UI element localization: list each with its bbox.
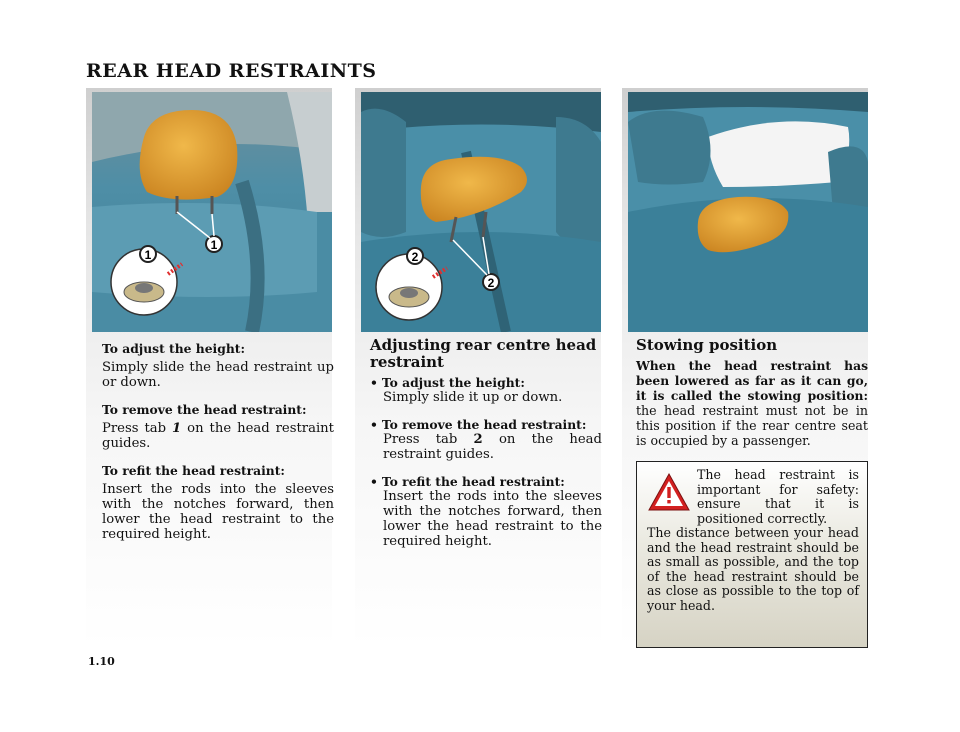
bullet-label: • To adjust the height: bbox=[370, 375, 602, 390]
bullet-body: Insert the rods into the sleeves with the notches forward, then lower the head restraint to the required height. bbox=[383, 489, 602, 549]
bullet-label: • To remove the head restraint: bbox=[370, 417, 602, 432]
heading-adjust-height: To adjust the height: bbox=[102, 341, 245, 356]
text-remove: Press tab 1 on the head restraint guides. bbox=[102, 421, 334, 451]
page-number: 1.10 bbox=[88, 655, 115, 668]
warning-text-first: The head restraint is important for safety: ensure that it is positioned correctly. bbox=[697, 467, 859, 526]
bullet-body: Press tab 2 on the head restraint guides. bbox=[383, 432, 602, 462]
heading-stowing: Stowing position bbox=[636, 336, 778, 354]
text-stowing: When the head restraint has been lowered as far as it can go, it is called the stowing position: the head restraint must not be in this position if the rear centre seat is occupied by a passenger. bbox=[636, 358, 868, 448]
callout-2b: 2 bbox=[487, 276, 495, 290]
bullet-body: Simply slide it up or down. bbox=[383, 390, 563, 405]
callout-1b: 1 bbox=[210, 238, 218, 252]
warning-text-second: The distance between your head and the head restraint should be as small as possible, and the top of the head restraint should be as close as possible to the top of your head. bbox=[647, 525, 859, 613]
bullet-label: • To refit the head restraint: bbox=[370, 474, 602, 489]
ref-2: 2 bbox=[473, 432, 483, 447]
page-title: REAR HEAD RESTRAINTS bbox=[86, 60, 377, 82]
callout-1a: 1 bbox=[144, 248, 152, 262]
callout-2a: 2 bbox=[411, 250, 419, 264]
bullet-refit bbox=[370, 474, 602, 549]
heading-remove: To remove the head restraint: bbox=[102, 402, 307, 417]
text-adjust-height: Simply slide the head restraint up or down. bbox=[102, 360, 334, 390]
ref-1: 1 bbox=[172, 421, 182, 436]
column-2-text bbox=[370, 337, 602, 561]
bullet-remove bbox=[370, 417, 602, 462]
photo-outer-head-restraint bbox=[92, 92, 332, 332]
column-1-text bbox=[102, 341, 334, 554]
heading-centre-restraint: Adjusting rear centre head restraint bbox=[370, 336, 597, 371]
column-3-text bbox=[636, 337, 868, 448]
heading-refit: To refit the head restraint: bbox=[102, 463, 285, 478]
warning-box bbox=[636, 461, 868, 648]
bullet-adjust-height bbox=[370, 375, 602, 405]
photo-stowing-position bbox=[628, 92, 868, 332]
text-refit: Insert the rods into the sleeves with the notches forward, then lower the head restraint to the required height. bbox=[102, 482, 334, 542]
photo-centre-head-restraint bbox=[361, 92, 601, 332]
